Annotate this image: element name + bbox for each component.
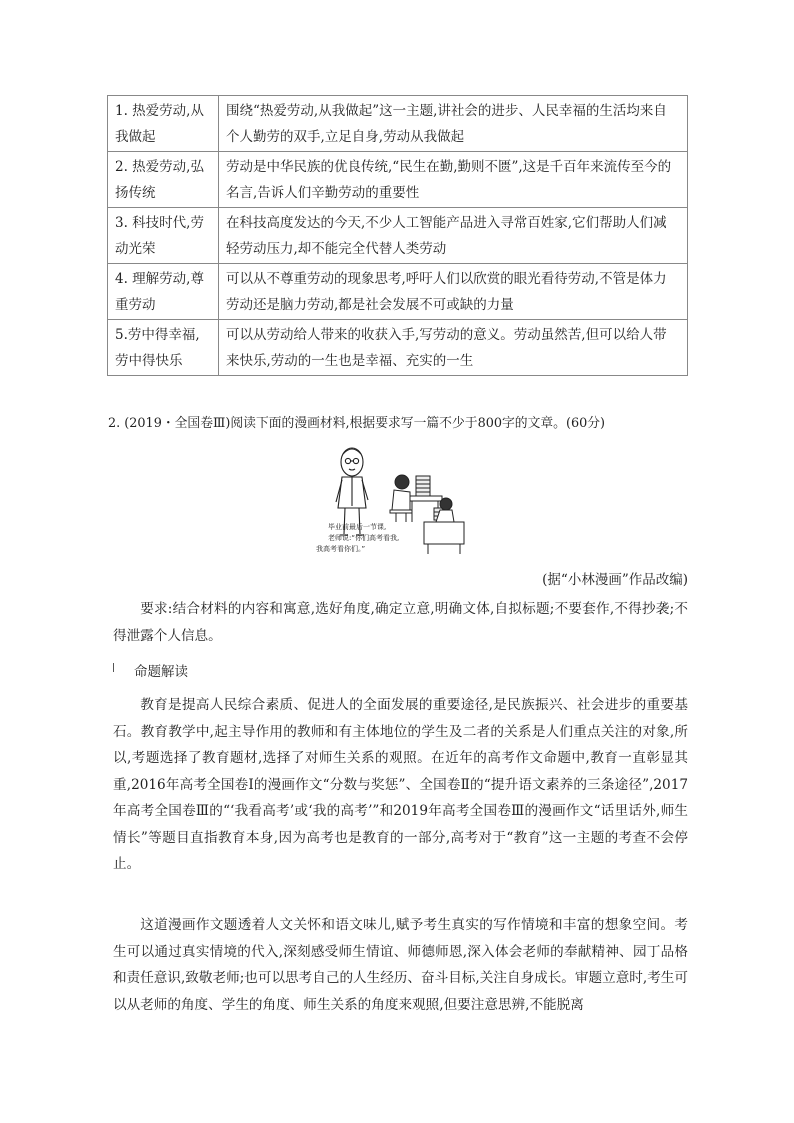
- requirement-text: [113, 596, 688, 649]
- cartoon-illustration: [312, 436, 472, 560]
- cartoon-caption: 老师说:“你们高考看我,: [328, 534, 400, 542]
- table-row: [108, 320, 688, 376]
- content-cell: 围绕“热爱劳动,从我做起”这一主题,讲社会的进步、人民幸福的生活均来自个人勤劳的双手,立足自身,劳动从我做起: [219, 96, 688, 152]
- topic-cell: 3. 科技时代,劳动光荣: [108, 208, 219, 264]
- table-row: [108, 264, 688, 320]
- question-prompt: 2. (2019・全国卷Ⅲ)阅读下面的漫画材料,根据要求写一篇不少于800字的文章。(60分): [108, 416, 606, 431]
- topic-cell: 1. 热爱劳动,从我做起: [108, 96, 219, 152]
- table-row: [108, 96, 688, 152]
- content-cell: 可以从不尊重劳动的现象思考,呼吁人们以欣赏的眼光看待劳动,不管是体力劳动还是脑力劳动,都是社会发展不可或缺的力量: [219, 264, 688, 320]
- topic-cell: 2. 热爱劳动,弘扬传统: [108, 152, 219, 208]
- cartoon-source: (据“小林漫画”作品改编): [542, 572, 688, 588]
- content-cell: 在科技高度发达的今天,不少人工智能产品进入寻常百姓家,它们帮助人们减轻劳动压力,却不能完全代替人类劳动: [219, 208, 688, 264]
- content-cell: 劳动是中华民族的优良传统,“民生在勤,勤则不匮”,这是千百年来流传至今的名言,告诉人们辛勤劳动的重要性: [219, 152, 688, 208]
- table-row: [108, 208, 688, 264]
- topic-cell: 5.劳中得幸福,劳中得快乐: [108, 320, 219, 376]
- heading-marker: [113, 663, 114, 672]
- table-row: [108, 152, 688, 208]
- section-heading: [113, 661, 188, 683]
- topics-table: [107, 95, 688, 376]
- topic-cell: 4. 理解劳动,尊重劳动: [108, 264, 219, 320]
- requirement-paragraph: 要求:结合材料的内容和寓意,选好角度,确定立意,明确文体,自拟标题;不要套作,不得抄袭;不得泄露个人信息。: [113, 601, 688, 644]
- cartoon-caption: 我高考看你们。”: [316, 545, 366, 553]
- analysis-paragraph-2: [113, 912, 688, 1018]
- section-heading-label: 命题解读: [134, 664, 188, 680]
- content-cell: 可以从劳动给人带来的收获入手,写劳动的意义。劳动虽然苦,但可以给人带来快乐,劳动的一生也是幸福、充实的一生: [219, 320, 688, 376]
- cartoon-caption: 毕业前最后一节课,: [328, 523, 387, 531]
- paragraph-text: 这道漫画作文题透着人文关怀和语文味儿,赋予考生真实的写作情境和丰富的想象空间。考生可以通过真实情境的代入,深刻感受师生情谊、师德师恩,深入体会老师的奉献精神、园丁品格和责任意识,致敬老师;也可以思考自己的人生经历、奋斗目标,关注自身成长。审题立意时,考生可以从老师的角度、学生的角度、师生关系的角度来观照,但要注意思辨,不能脱离: [113, 917, 688, 1013]
- paragraph-text: 教育是提高人民综合素质、促进人的全面发展的重要途径,是民族振兴、社会进步的重要基石。教育教学中,起主导作用的教师和有主体地位的学生及二者的关系是人们重点关注的对象,所以,考题选择了教育题材,选择了对师生关系的观照。在近年的高考作文命题中,教育一直彰显其重,2016年高考全国卷Ⅰ的漫画作文“分数与奖惩”、全国卷Ⅱ的“提升语文素养的三条途径”,2017年高考全国卷Ⅲ的“‘我看高考’或‘我的高考’”和2019年高考全国卷Ⅲ的漫画作文“话里话外,师生情长”等题目直指教育本身,因为高考也是教育的一部分,高考对于“教育”这一主题的考查不会停止。: [113, 697, 688, 872]
- analysis-paragraph-1: [113, 692, 688, 878]
